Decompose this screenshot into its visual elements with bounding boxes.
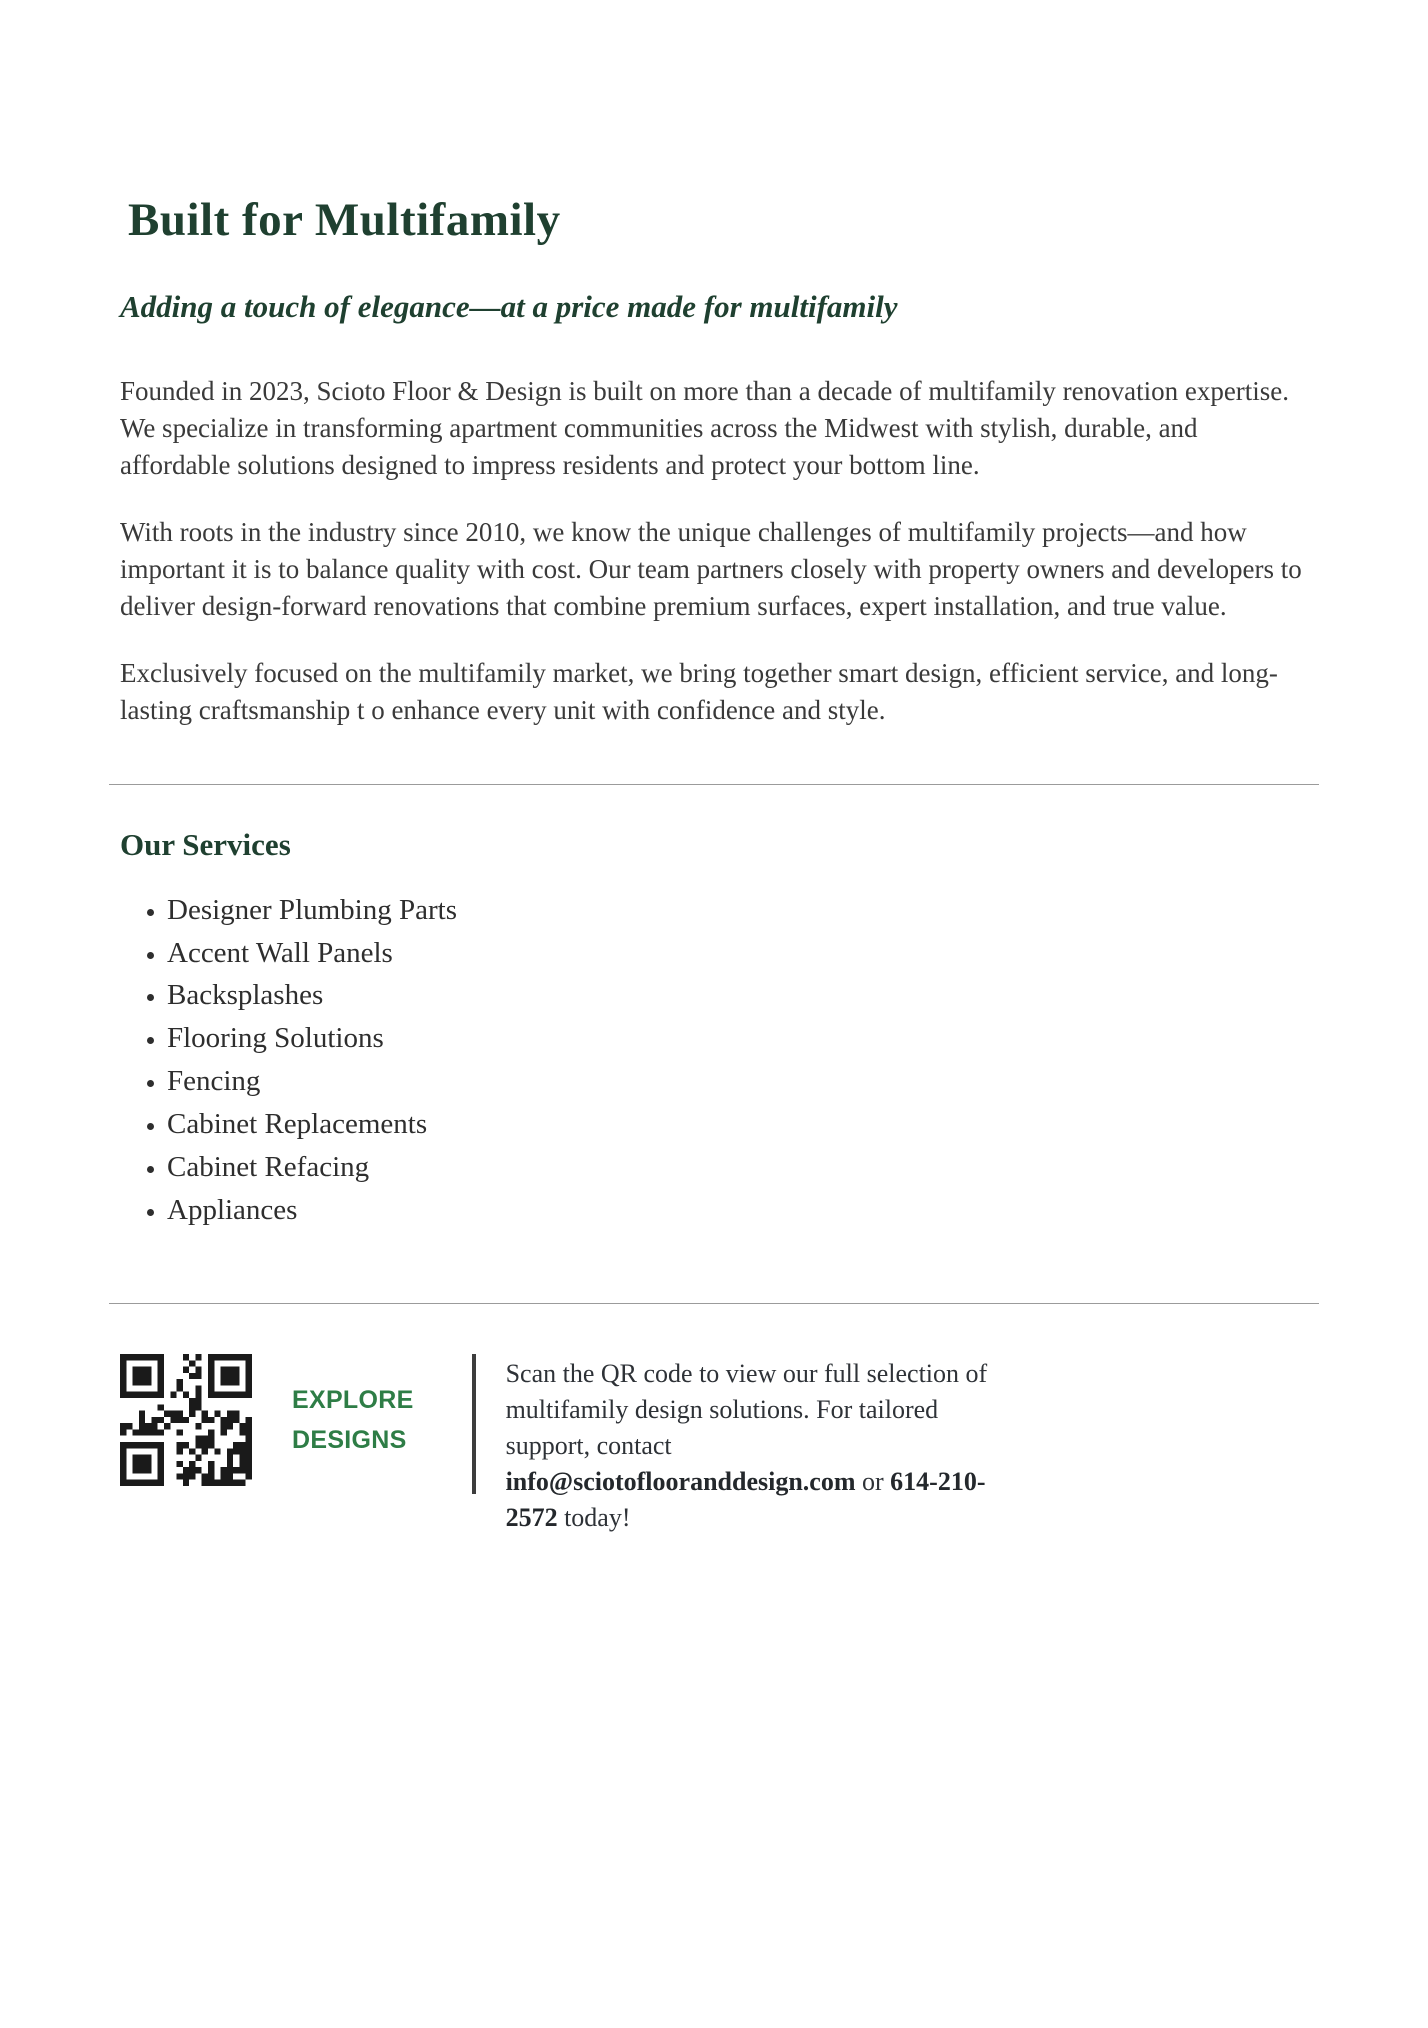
service-item: • Cabinet Replacements (167, 1109, 1308, 1141)
intro-paragraph-3: Exclusively focused on the multifamily market, we bring together smart design, efficient service, and long-lasting craftsmanship t o enhance every unit with confidence and style. (120, 657, 1278, 725)
service-item: • Accent Wall Panels (167, 938, 1308, 970)
vertical-divider (472, 1354, 476, 1494)
page-title: Built for Multifamily (128, 194, 561, 246)
service-item: • Backsplashes (167, 980, 1308, 1012)
intro-paragraphs (120, 373, 1308, 729)
cta-email: info@sciotoflooranddesign.com (505, 1466, 856, 1496)
cta-text-after: today! (557, 1502, 631, 1532)
intro-paragraph-1: Founded in 2023, Scioto Floor & Design is built on more than a decade of multifamily renovation expertise. We specialize in transforming apartment communities across the Midwest with stylish, durable, and affordable solutions designed to impress residents and protect your bottom line. (120, 375, 1290, 480)
qr-code-icon (120, 1354, 252, 1486)
cta-text (506, 1356, 1026, 1536)
cta-text-before: Scan the QR code to view our full selection of multifamily design solutions. For tailored support, contact (505, 1358, 988, 1460)
intro-paragraph-2: With roots in the industry since 2010, we know the unique challenges of multifamily projects—and how important it is to balance quality with cost. Our team partners closely with property owners and developers to deliver design-forward renovations that combine premium surfaces, expert installation, and true value. (120, 516, 1302, 621)
qr-label-line-2: DESIGNS (292, 1425, 407, 1454)
services-heading: Our Services (120, 826, 291, 862)
page-subtitle: Adding a touch of elegance—at a price made for multifamily (120, 288, 898, 324)
qr-label (292, 1380, 414, 1460)
cta-phone: 614-210-2572 (505, 1466, 986, 1532)
section-divider-top (109, 784, 1319, 785)
qr-label-line-1: EXPLORE (292, 1385, 414, 1414)
services-list (120, 895, 1308, 1227)
service-item: • Appliances (167, 1195, 1308, 1227)
service-item: • Flooring Solutions (167, 1023, 1308, 1055)
service-item: • Designer Plumbing Parts (167, 895, 1308, 927)
cta-section (120, 1354, 1308, 1536)
section-divider-bottom (109, 1303, 1319, 1304)
cta-text-mid: or (855, 1466, 891, 1496)
service-item: • Cabinet Refacing (167, 1152, 1308, 1184)
service-item: • Fencing (167, 1066, 1308, 1098)
